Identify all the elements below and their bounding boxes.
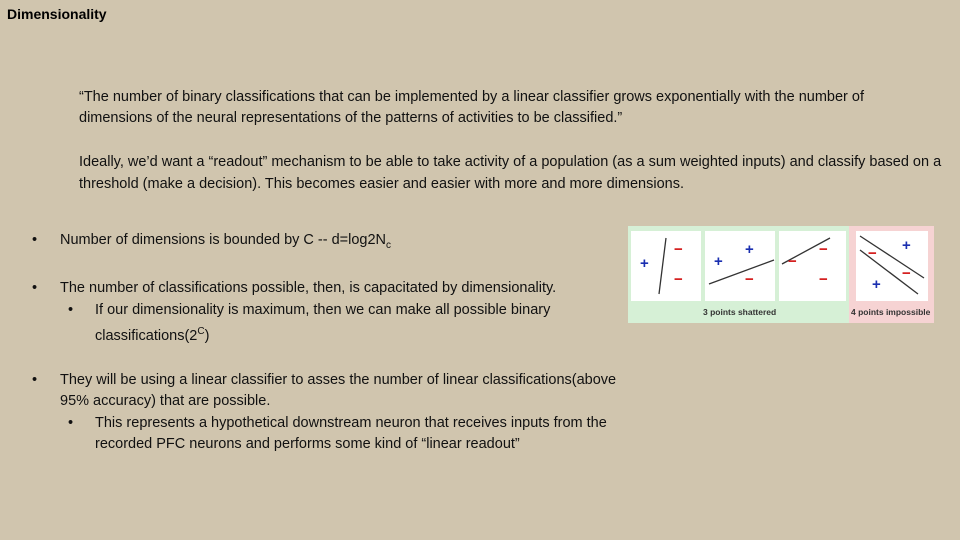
slide-title: Dimensionality: [7, 6, 107, 22]
bullet-dot: •: [32, 232, 38, 248]
minus-mark: −: [674, 241, 683, 258]
quote-paragraph: “The number of binary classifications that can be implemented by a linear classifier grows exponentially with the number of dimensions of the neural representations of the patterns of activities to be classified.”: [79, 89, 864, 126]
caption-impossible: 4 points impossible: [851, 307, 931, 317]
bullet-classifications-text: The number of classifications possible, then, is capacitated by dimensionality.: [60, 280, 557, 297]
plus-mark: +: [714, 253, 723, 270]
minus-mark: −: [819, 241, 828, 258]
shattering-figure: [628, 226, 934, 323]
panel-4: [856, 231, 928, 301]
minus-mark: −: [902, 265, 911, 282]
minus-mark: −: [674, 271, 683, 288]
plus-mark: +: [872, 276, 881, 293]
sub-bullet-maximum-sup: C: [197, 326, 205, 338]
minus-mark: −: [745, 271, 754, 288]
bullet-list: [32, 230, 632, 478]
bullet-dot: •: [68, 414, 74, 431]
plus-mark: +: [902, 237, 911, 254]
bullet-dimensions-text: Number of dimensions is bounded by C -- d=log2N: [60, 232, 387, 248]
plus-mark: +: [745, 241, 754, 258]
bullet-classifications: [32, 278, 632, 347]
caption-shattered: 3 points shattered: [703, 307, 777, 317]
sub-bullet-downstream: [60, 413, 632, 456]
bullet-dot: •: [32, 371, 38, 388]
sub-bullet-maximum-text: If our dimensionality is maximum, then we can make all possible binary classifications(2: [95, 301, 551, 345]
sub-bullet-downstream-text: This represents a hypothetical downstream neuron that receives inputs from the recorded PFC neurons and performs some kind of “linear readout”: [95, 414, 607, 453]
bullet-linear-classifier: [32, 370, 632, 456]
bullet-linear-classifier-text: They will be using a linear classifier to asses the number of linear classifications(above 95% accuracy) that are possible.: [60, 371, 617, 410]
plus-mark: +: [640, 255, 649, 272]
sub-bullet-maximum-end: ): [204, 328, 210, 345]
minus-mark: −: [788, 253, 797, 270]
minus-mark: −: [819, 271, 828, 288]
bullet-dot: •: [32, 280, 38, 297]
bullet-dimensions: [32, 230, 632, 256]
bullet-dimensions-sub: c: [386, 239, 392, 251]
sub-bullet-maximum: [60, 300, 632, 348]
bullet-dot: •: [68, 301, 74, 318]
minus-mark: −: [868, 245, 877, 262]
ideally-paragraph: Ideally, we’d want a “readout” mechanism to be able to take activity of a population (as a sum weighted inputs) and classify based on a threshold (make a decision). This becomes easier and easier with more and more dimensions.: [79, 154, 942, 192]
